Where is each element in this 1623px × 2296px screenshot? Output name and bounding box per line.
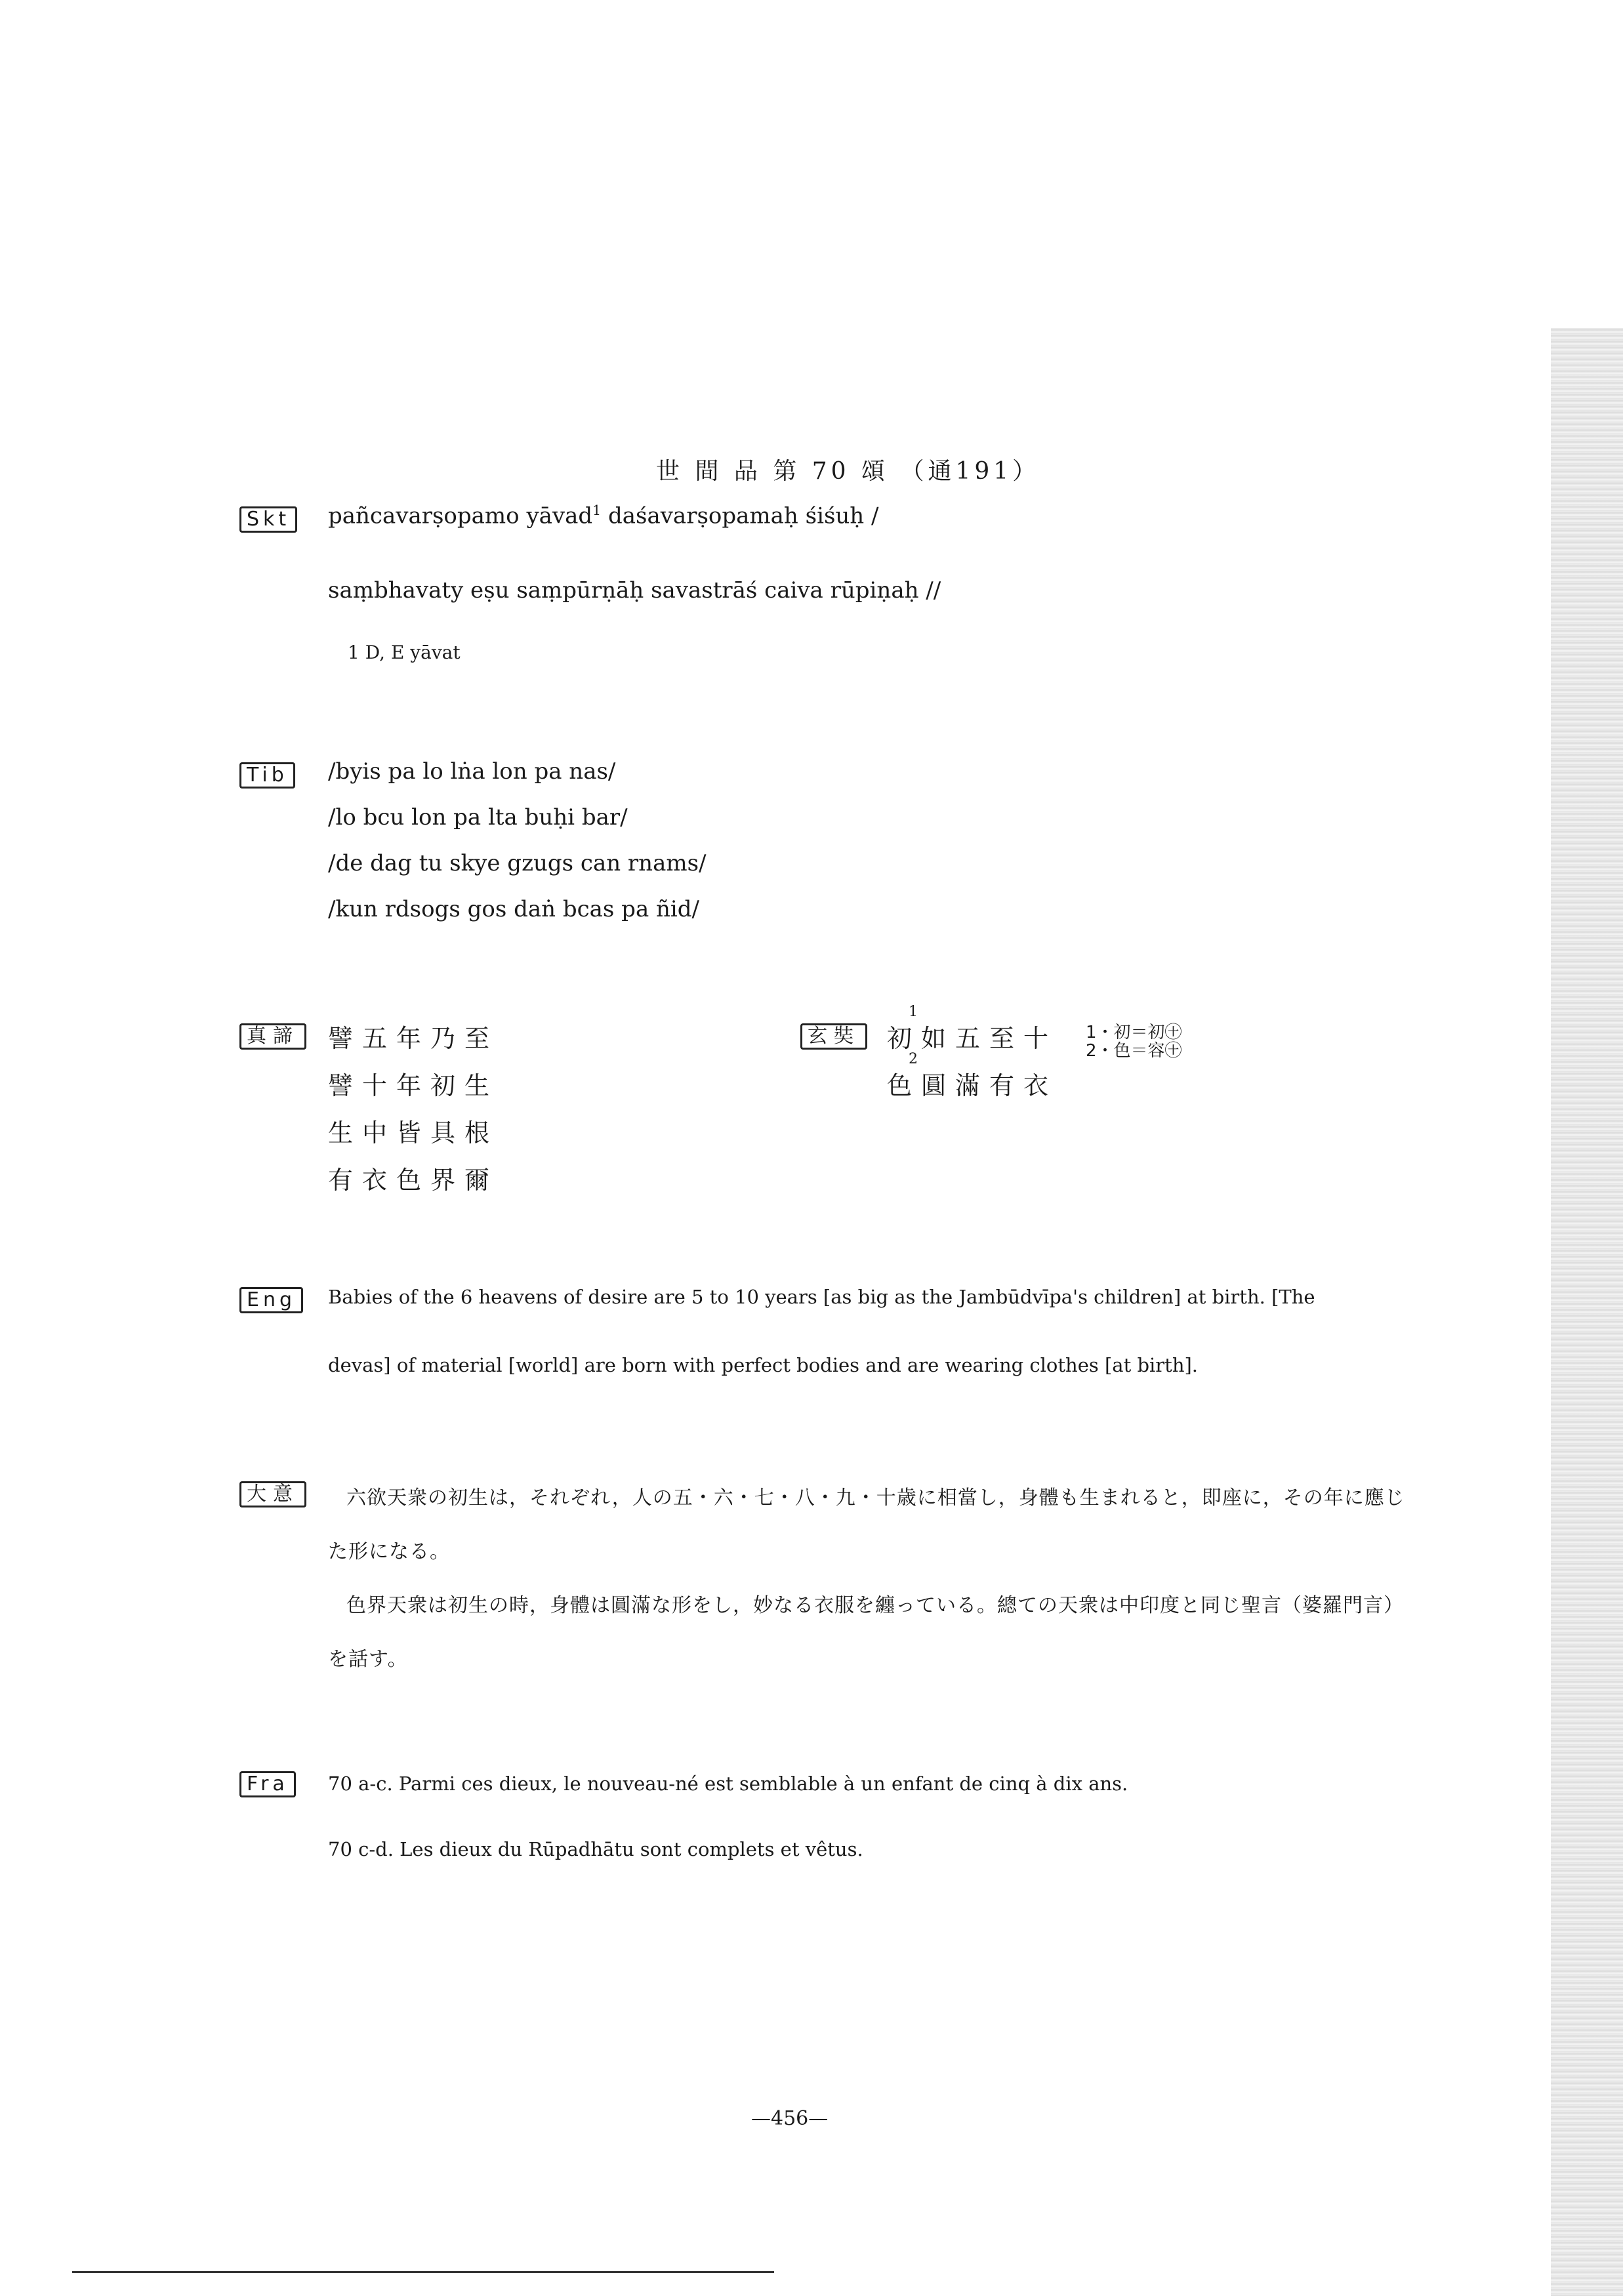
scan-edge-shadow bbox=[1551, 328, 1623, 2296]
paramartha-line-2: 譬十年初生 bbox=[328, 1071, 499, 1100]
paramartha-label: 真諦 bbox=[239, 1023, 306, 1050]
paramartha-line-1: 譬五年乃至 bbox=[328, 1024, 499, 1053]
tib-line-4: /kun rdsogs gos daṅ bcas pa ñid/ bbox=[328, 896, 700, 922]
xuanzang-note-1: 1・初＝初㊉ bbox=[1086, 1023, 1182, 1042]
page-number: —456— bbox=[751, 2107, 829, 2130]
jp-line-3: 色界天衆は初生の時，身體は圓滿な形をし，妙なる衣服を纏っている。總ての天衆は中印度と同じ聖言（婆羅門言） bbox=[346, 1594, 1404, 1617]
tib-line-3: /de dag tu skye gzugs can rnams/ bbox=[328, 850, 707, 876]
skt-label: Skt bbox=[239, 506, 297, 533]
jp-line-1: 六欲天衆の初生は，それぞれ，人の五・六・七・八・九・十歳に相當し，身體も生まれると，即座に，その年に應じ bbox=[346, 1486, 1405, 1509]
eng-line-1: Babies of the 6 heavens of desire are 5 to 10 years [as big as the Jambūdvīpa's children] at birth. [The bbox=[328, 1286, 1315, 1308]
paramartha-line-3: 生中皆具根 bbox=[328, 1118, 499, 1147]
jp-line-2: た形になる。 bbox=[328, 1540, 450, 1563]
jp-line-4: を話す。 bbox=[328, 1648, 408, 1671]
tib-line-2: /lo bcu lon pa lta buḥi bar/ bbox=[328, 804, 628, 830]
paramartha-line-4: 有衣色界爾 bbox=[328, 1166, 499, 1195]
xuanzang-line-1: 初如五至十 bbox=[887, 1024, 1058, 1053]
jp-label: 大意 bbox=[239, 1481, 306, 1507]
eng-label: Eng bbox=[239, 1287, 303, 1313]
skt-line-1: pañcavarṣopamo yāvad$^1$ daśavarṣopamaḥ śiśuḥ / bbox=[328, 502, 879, 529]
skt-line-2: saṃbhavaty eṣu saṃpūrṇāḥ savastrāś caiva rūpiṇaḥ // bbox=[328, 577, 941, 604]
eng-line-2: devas] of material [world] are born with perfect bodies and are wearing clothes [at birth]. bbox=[328, 1354, 1199, 1376]
xuanzang-sup-1: 1 bbox=[909, 1004, 918, 1020]
xuanzang-sup-2: 2 bbox=[909, 1051, 918, 1067]
fra-line-1: 70 a-c. Parmi ces dieux, le nouveau-né est semblable à un enfant de cinq à dix ans. bbox=[328, 1773, 1128, 1795]
tib-line-1: /byis pa lo lṅa lon pa nas/ bbox=[328, 758, 616, 785]
verse-header: 世 間 品 第 70 頌 （通191） bbox=[656, 458, 1040, 485]
tib-label: Tib bbox=[239, 762, 295, 789]
skt-footnote: 1 D, E yāvat bbox=[348, 642, 461, 663]
fra-line-2: 70 c-d. Les dieux du Rūpadhātu sont complets et vêtus. bbox=[328, 1838, 863, 1860]
xuanzang-line-2: 色圓滿有衣 bbox=[887, 1071, 1058, 1100]
xuanzang-note-2: 2・色＝容㊉ bbox=[1086, 1041, 1182, 1061]
fra-label: Fra bbox=[239, 1771, 296, 1797]
bottom-rule bbox=[72, 2271, 774, 2273]
xuanzang-label: 玄奘 bbox=[800, 1023, 867, 1050]
